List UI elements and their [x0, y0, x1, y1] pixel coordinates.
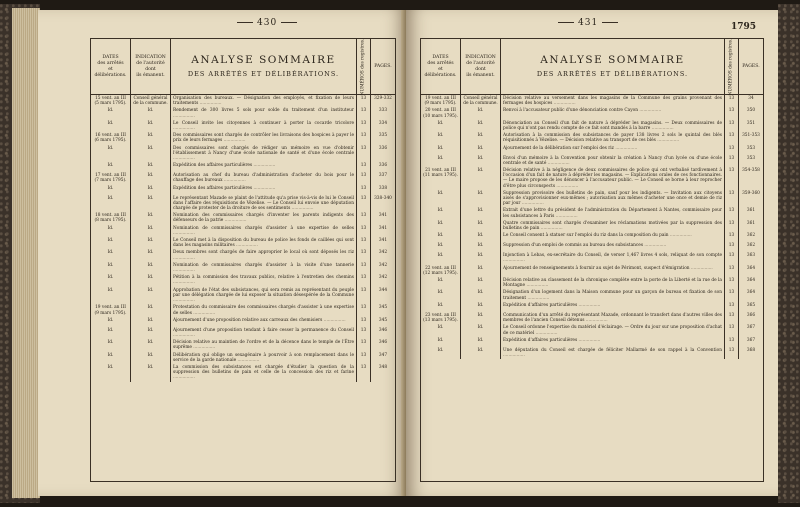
table-row: [421, 242, 763, 252]
row-summary: Décision relative au maintien de l'ordre et de la décence dans le temple de l'Être suprême .....: [171, 339, 357, 351]
row-authority: Id.: [131, 172, 171, 184]
row-register-number: 13: [725, 232, 739, 242]
row-summary: Rendement de 300 livres 5 sols pour solde du traitement d'un instituteur .....: [171, 107, 357, 119]
table-row: [91, 262, 395, 274]
row-summary: Expédition d'affaires particulières .....: [501, 337, 725, 347]
row-pages: 346: [378, 340, 388, 346]
row-summary: Pétition à la commission des travaux publics, relative à l'entretien des chemins .....: [171, 274, 357, 286]
row-authority: Id.: [131, 304, 171, 316]
row-date: Id.: [91, 185, 131, 195]
row-summary: Approbation de l'état des subsistances, qui sera remis au représentant du peuple par une délégation chargée de lui exposer la situation désespérée de la Commune .....: [171, 287, 357, 305]
row-pages: 341: [378, 225, 388, 231]
row-register-number: 13: [357, 225, 371, 237]
row-date: 21 vent. an III (11 mars 1795).: [421, 167, 461, 190]
row-summary: Suppression provisoire des bulletins de pain, sauf pour les indigents. — Invitation aux citoyens aisés de s'approvisionner eux-mêmes ; autorisation aux mêmes d'acheter une once et demie de riz par jour .....: [501, 190, 725, 208]
row-summary: Organisation des bureaux. — Désignation des employés, et fixation de leurs traitements .....: [171, 95, 357, 107]
row-register-number: 13: [725, 155, 739, 167]
row-date: Id.: [91, 162, 131, 172]
table-row: [91, 352, 395, 364]
row-date: Id.: [91, 145, 131, 163]
row-register-number: 13: [725, 347, 739, 359]
row-summary: Ajournement d'une proposition relative aux carreaux des chemisiers .....: [171, 317, 357, 327]
row-authority: Id.: [461, 289, 501, 301]
row-register-number: 13: [725, 120, 739, 132]
row-pages: 364: [746, 290, 756, 296]
row-date: Id.: [91, 327, 131, 339]
row-date: Id.: [91, 107, 131, 119]
header-dates: DATES des arrêtés et délibérations.: [421, 39, 461, 94]
row-register-number: 13: [725, 145, 739, 155]
row-date: Id.: [91, 237, 131, 249]
row-summary: Renvoi à l'accusateur public d'une dénonciation contre Cayon .....: [501, 107, 725, 119]
row-register-number: 13: [725, 190, 739, 208]
row-pages: 346: [378, 327, 388, 333]
row-summary: Suppression d'un emploi de commis au bureau des subsistances .....: [501, 242, 725, 252]
row-register-number: 13: [725, 302, 739, 312]
row-date: Id.: [421, 132, 461, 144]
row-authority: Id.: [461, 252, 501, 264]
header-title: ANALYSE SOMMAIRE: [540, 53, 685, 66]
table-row: [91, 145, 395, 163]
header-analysis: [171, 39, 357, 94]
row-pages: 338: [378, 185, 388, 191]
row-pages: 351: [746, 120, 756, 126]
row-register-number: 13: [357, 212, 371, 224]
table-row: [421, 167, 763, 190]
row-date: 16 vent. an III (6 mars 1795).: [91, 132, 131, 144]
table-row: [421, 265, 763, 277]
row-summary: Nomination de commissaires chargés d'assister à la visite d'une tannerie .....: [171, 262, 357, 274]
row-authority: Id.: [131, 225, 171, 237]
row-summary: Expédition d'affaires particulières .....: [501, 302, 725, 312]
row-authority: Id.: [131, 132, 171, 144]
table-row: [421, 324, 763, 336]
row-date: Id.: [421, 277, 461, 289]
row-summary: Envoi d'un mémoire à la Convention pour obtenir la création à Nancy d'un lycée ou d'une école centrale et de santé .....: [501, 155, 725, 167]
row-pages: 345: [378, 305, 388, 311]
row-date: Id.: [421, 289, 461, 301]
row-date: Id.: [91, 352, 131, 364]
table-row: [421, 95, 763, 107]
row-register-number: 13: [725, 289, 739, 301]
row-authority: Id.: [131, 212, 171, 224]
row-summary: Ajournement de renseignements à fournir au sujet de Périmont, suspect d'émigration .....: [501, 265, 725, 277]
row-date: 18 vent. an III (8 mars 1795).: [91, 212, 131, 224]
row-authority: Id.: [131, 145, 171, 163]
row-authority: Id.: [461, 120, 501, 132]
row-pages: 344: [378, 287, 388, 293]
row-authority: Conseil général de la commune.: [461, 95, 501, 107]
table-header: [91, 39, 395, 95]
table-row: [421, 145, 763, 155]
row-register-number: 13: [357, 195, 371, 213]
row-register-number: 13: [357, 172, 371, 184]
row-pages: 353: [746, 145, 756, 151]
table-row: [421, 207, 763, 219]
row-summary: Le Conseil met à la disposition du bureau de police les fonds de caillées qui sont dans les magasins militaires .....: [171, 237, 357, 249]
header-register-numbers: NUMÉROS des registres.: [725, 39, 739, 94]
row-date: 15 vent. an III (5 mars 1795).: [91, 95, 131, 107]
row-date: Id.: [421, 324, 461, 336]
row-register-number: 13: [725, 252, 739, 264]
row-authority: Id.: [461, 232, 501, 242]
row-authority: Id.: [461, 324, 501, 336]
header-pages: PAGES.: [374, 63, 392, 69]
row-date: Id.: [421, 302, 461, 312]
header-dates: DATES des arrêtés et délibérations.: [91, 39, 131, 94]
row-register-number: 13: [357, 107, 371, 119]
row-date: Id.: [91, 195, 131, 213]
row-register-number: 13: [725, 95, 739, 107]
table-header: [421, 39, 763, 95]
row-pages: 367: [746, 325, 756, 331]
table-row: [91, 172, 395, 184]
table-row: [421, 120, 763, 132]
table-row: [91, 162, 395, 172]
row-register-number: 13: [725, 107, 739, 119]
row-register-number: 13: [725, 277, 739, 289]
row-summary: Expédition des affaires particulières .....: [171, 162, 357, 172]
row-summary: Le représentant Mazade se plaint de l'attitude qu'a prise vis-à-vis de lui le Conseil dans l'affaire des réquisitions de Vézelise. — Le Conseil lui envoie une députation chargée de protester de la droiture de ses sentiments .....: [171, 195, 357, 213]
row-date: Id.: [421, 155, 461, 167]
row-authority: Id.: [131, 352, 171, 364]
row-date: Id.: [421, 242, 461, 252]
row-authority: Id.: [131, 249, 171, 261]
row-pages: 335: [378, 133, 388, 139]
row-authority: Id.: [131, 274, 171, 286]
table-row: [91, 237, 395, 249]
row-pages: 342: [378, 275, 388, 281]
row-pages: 364: [746, 278, 756, 284]
row-summary: Décision relative au classement de la chronique complète entre la porte de la Liberté et la rue de la Montagne .....: [501, 277, 725, 289]
row-date: 22 vent. an III (12 mars 1795).: [421, 265, 461, 277]
row-summary: Communication d'un arrêté du représentant Mazade, ordonnant le transfert dans d'autres villes des membres de l'ancien Conseil détenus .....: [501, 312, 725, 324]
row-authority: Id.: [131, 162, 171, 172]
row-summary: Des commissaires sont chargés de rédiger un mémoire en vue d'obtenir l'établissement à Nancy d'une école nationale de santé et d'une école centrale .....: [171, 145, 357, 163]
row-authority: Id.: [131, 317, 171, 327]
table-row: [91, 107, 395, 119]
table-row: [91, 120, 395, 132]
row-authority: Id.: [461, 265, 501, 277]
row-summary: Le Conseil ordonne l'expertise du matériel d'éclairage. — Ordre du jour sur une proposition d'achat de ce matériel .....: [501, 324, 725, 336]
table-row: [91, 304, 395, 316]
row-date: Id.: [421, 220, 461, 232]
row-register-number: 13: [357, 95, 371, 107]
table-row: [91, 185, 395, 195]
row-pages: 336: [378, 145, 388, 151]
row-authority: Id.: [131, 339, 171, 351]
row-authority: Id.: [461, 220, 501, 232]
row-authority: Id.: [461, 347, 501, 359]
row-pages: 329-332: [374, 96, 392, 101]
table-row: [421, 312, 763, 324]
table-row: [91, 212, 395, 224]
row-pages: 363: [746, 253, 756, 259]
row-date: Id.: [421, 145, 461, 155]
row-authority: Id.: [461, 107, 501, 119]
row-pages: 367: [746, 337, 756, 343]
row-summary: Ajournement d'une proposition tendant à faire cesser la permanence du Conseil .....: [171, 327, 357, 339]
right-page: [406, 10, 778, 496]
row-register-number: 13: [357, 185, 371, 195]
row-pages: 361: [746, 208, 756, 214]
row-authority: Id.: [131, 195, 171, 213]
table-row: [421, 220, 763, 232]
table-row: [421, 132, 763, 144]
page-edges: [12, 8, 40, 498]
row-date: Id.: [421, 207, 461, 219]
left-register-table: [90, 38, 396, 482]
row-register-number: 13: [357, 317, 371, 327]
row-pages: 334: [378, 120, 388, 126]
row-register-number: 13: [725, 132, 739, 144]
row-authority: Id.: [461, 277, 501, 289]
row-pages: 354-358: [742, 168, 760, 174]
row-authority: Id.: [461, 145, 501, 155]
table-row: [91, 327, 395, 339]
right-folio-year: 1795: [730, 22, 756, 32]
row-authority: Id.: [131, 185, 171, 195]
row-pages: 348: [378, 364, 388, 370]
row-register-number: 13: [357, 274, 371, 286]
row-date: Id.: [421, 347, 461, 359]
row-pages: 365: [746, 302, 756, 308]
row-authority: Id.: [131, 262, 171, 274]
table-row: [91, 274, 395, 286]
row-authority: Conseil général de la commune.: [131, 95, 171, 107]
table-row: [91, 132, 395, 144]
row-pages: 341: [378, 238, 388, 244]
row-register-number: 13: [725, 265, 739, 277]
table-row: [421, 337, 763, 347]
row-pages: 364: [746, 265, 756, 271]
row-register-number: 13: [357, 364, 371, 382]
table-row: [421, 302, 763, 312]
row-register-number: 13: [725, 167, 739, 190]
row-summary: Décision relative à la négligence de deux commissaires de police qui ont verbalisé tardivement à l'occasion d'un fait de nature à dépréder les magasins. — Explications orales de ces fonctionnaires. — Le maire propose de les dénoncer à l'accusateur public. — Le Conseil se borne à leur reprocher d'être plus circonspects .....: [501, 167, 725, 190]
table-row: [421, 107, 763, 119]
row-pages: 342: [378, 250, 388, 256]
row-pages: 351-353: [742, 133, 760, 139]
row-pages: 337: [378, 173, 388, 179]
table-row: [421, 190, 763, 208]
row-date: Id.: [421, 232, 461, 242]
row-register-number: 13: [725, 337, 739, 347]
right-rows: [421, 95, 763, 359]
row-authority: Id.: [131, 364, 171, 382]
row-date: Id.: [91, 120, 131, 132]
row-authority: Id.: [461, 337, 501, 347]
row-date: 20 vent. an III (10 mars 1795).: [421, 107, 461, 119]
row-summary: Désignation d'un logement dans la Maison commune pour un garçon de bureau et fixation de son traitement .....: [501, 289, 725, 301]
row-pages: 361: [746, 220, 756, 226]
header-analysis: [501, 39, 725, 94]
row-register-number: 13: [357, 287, 371, 305]
row-pages: 362: [746, 233, 756, 239]
table-row: [91, 95, 395, 107]
row-authority: Id.: [131, 327, 171, 339]
row-register-number: 13: [357, 132, 371, 144]
header-subtitle: DES ARRÊTÉS ET DÉLIBÉRATIONS.: [536, 69, 689, 78]
header-subtitle: DES ARRÊTÉS ET DÉLIBÉRATIONS.: [187, 69, 340, 78]
row-register-number: 13: [357, 352, 371, 364]
row-date: Id.: [91, 274, 131, 286]
row-register-number: 13: [725, 220, 739, 232]
row-summary: Injonction à Lebas, ex-secrétaire du Conseil, de verser 1,467 livres 4 sols, reliquat de son compte .....: [501, 252, 725, 264]
row-authority: Id.: [131, 237, 171, 249]
row-date: Id.: [91, 287, 131, 305]
row-summary: Le Conseil consent à statuer sur l'emploi du riz dans la composition du pain .....: [501, 232, 725, 242]
row-date: 17 vent. an III (7 mars 1795).: [91, 172, 131, 184]
table-row: [421, 232, 763, 242]
right-register-table: [420, 38, 764, 482]
row-pages: 341: [378, 213, 388, 219]
row-summary: Protestation du commissaire des commissaires chargés d'assister à une expertise de selles .....: [171, 304, 357, 316]
row-register-number: 13: [357, 339, 371, 351]
table-row: [91, 287, 395, 305]
row-date: Id.: [91, 339, 131, 351]
row-register-number: 13: [357, 262, 371, 274]
row-register-number: 13: [725, 312, 739, 324]
row-pages: 347: [378, 352, 388, 358]
table-row: [91, 339, 395, 351]
row-summary: Décision relative au versement dans les magasins de la Commune des grains provenant des fermages des hospices .....: [501, 95, 725, 107]
table-row: [421, 277, 763, 289]
row-summary: Extrait d'une lettre du président de l'administration du Département à Nantes, commissaire pour les subsistances à Paris .....: [501, 207, 725, 219]
row-summary: Délibération qui oblige un sexagénaire à pourvoir à son remplacement dans le service de la garde nationale .....: [171, 352, 357, 364]
table-row: [91, 364, 395, 382]
row-authority: Id.: [461, 242, 501, 252]
row-date: Id.: [421, 252, 461, 264]
row-pages: 345: [378, 317, 388, 323]
row-summary: Le Conseil invite les citoyennes à continuer à porter la cocarde tricolore .....: [171, 120, 357, 132]
row-pages: 368: [746, 347, 756, 353]
table-row: [91, 317, 395, 327]
row-pages: 366: [746, 312, 756, 318]
row-register-number: 13: [357, 145, 371, 163]
row-register-number: 13: [725, 324, 739, 336]
row-date: Id.: [91, 317, 131, 327]
row-authority: Id.: [461, 132, 501, 144]
row-date: Id.: [421, 337, 461, 347]
row-pages: 338-340: [374, 195, 392, 201]
row-date: 19 vent. an III (9 mars 1795).: [421, 95, 461, 107]
row-date: 19 vent. an III (9 mars 1795).: [91, 304, 131, 316]
row-authority: Id.: [461, 155, 501, 167]
row-date: Id.: [421, 120, 461, 132]
header-authority: INDICATION de l'autorité dont ils émanent.: [131, 39, 171, 94]
header-pages: PAGES.: [742, 63, 760, 69]
row-authority: Id.: [461, 302, 501, 312]
row-authority: Id.: [131, 287, 171, 305]
row-pages: 336: [378, 163, 388, 169]
row-register-number: 13: [357, 249, 371, 261]
row-summary: Nomination des commissaires chargés d'inventer les parents indigents des défenseurs de la patrie .....: [171, 212, 357, 224]
row-summary: Quatre commissaires sont chargés d'examiner les réclamations motivées par la suppression des bulletins de pain .....: [501, 220, 725, 232]
table-row: [91, 249, 395, 261]
row-pages: 342: [378, 262, 388, 268]
row-date: Id.: [91, 249, 131, 261]
row-pages: 353: [746, 155, 756, 161]
row-summary: La commission des subsistances est chargée d'étudier la question de la suppression des bulletins de pain et celle de la concession des riz et farine .....: [171, 364, 357, 382]
row-pages: 350: [746, 108, 756, 114]
table-row: [421, 155, 763, 167]
row-summary: Des commissaires sont chargés de contrôler les livraisons des hospices à payer le prix de leurs fermages .....: [171, 132, 357, 144]
row-register-number: 13: [357, 327, 371, 339]
left-page-number: 430: [233, 18, 301, 28]
table-row: [421, 252, 763, 264]
header-register-numbers: NUMÉROS des registres.: [357, 39, 371, 94]
row-summary: Ajournement de la délibération sur l'emploi des riz .....: [501, 145, 725, 155]
row-date: Id.: [91, 364, 131, 382]
row-summary: Une députation du Conseil est chargée de féliciter Mallarmé de son rappel à la Convention .....: [501, 347, 725, 359]
row-register-number: 13: [725, 242, 739, 252]
row-authority: Id.: [131, 120, 171, 132]
row-register-number: 13: [357, 304, 371, 316]
row-authority: Id.: [131, 107, 171, 119]
row-authority: Id.: [461, 312, 501, 324]
book-cover-right: [778, 4, 800, 503]
row-pages: 333: [378, 108, 388, 114]
row-date: Id.: [91, 262, 131, 274]
right-page-number: 431: [554, 18, 622, 28]
table-row: [421, 347, 763, 359]
table-row: [91, 195, 395, 213]
row-register-number: 13: [725, 207, 739, 219]
row-register-number: 13: [357, 120, 371, 132]
row-date: Id.: [421, 190, 461, 208]
row-register-number: 13: [357, 162, 371, 172]
row-summary: Deux membres sont chargés de faire approprier le local où sont déposés les riz .....: [171, 249, 357, 261]
header-authority: INDICATION de l'autorité dont ils émanent.: [461, 39, 501, 94]
row-authority: Id.: [461, 207, 501, 219]
row-register-number: 13: [357, 237, 371, 249]
row-summary: Nomination de commissaires chargés d'assister à une expertise de selles .....: [171, 225, 357, 237]
left-page: [38, 10, 406, 496]
row-summary: Autorisation à la commission des subsistances de payer 138 livres 2 sols le quintal des blés réquisitionnés à Vézelise. — Décision relative au transport de ces blés .....: [501, 132, 725, 144]
row-authority: Id.: [461, 190, 501, 208]
row-pages: 34: [748, 96, 754, 101]
row-date: 23 vent. an III (13 mars 1795).: [421, 312, 461, 324]
row-date: Id.: [91, 225, 131, 237]
left-rows: [91, 95, 395, 382]
row-summary: Dénonciation au Conseil d'un fait de nature à dépréder les magasins. — Deux commissaires de police qui n'ont pas rendu compte de ce fait sont mandés à la barre .....: [501, 120, 725, 132]
row-summary: Expédition des affaires particulières .....: [171, 185, 357, 195]
row-pages: 362: [746, 243, 756, 249]
row-authority: Id.: [461, 167, 501, 190]
table-row: [91, 225, 395, 237]
table-row: [421, 289, 763, 301]
header-title: ANALYSE SOMMAIRE: [191, 53, 336, 66]
row-summary: Autorisation au chef du bureau d'administration d'acheter du bois pour le chauffage des bureaux .....: [171, 172, 357, 184]
row-pages: 359-360: [742, 190, 760, 196]
